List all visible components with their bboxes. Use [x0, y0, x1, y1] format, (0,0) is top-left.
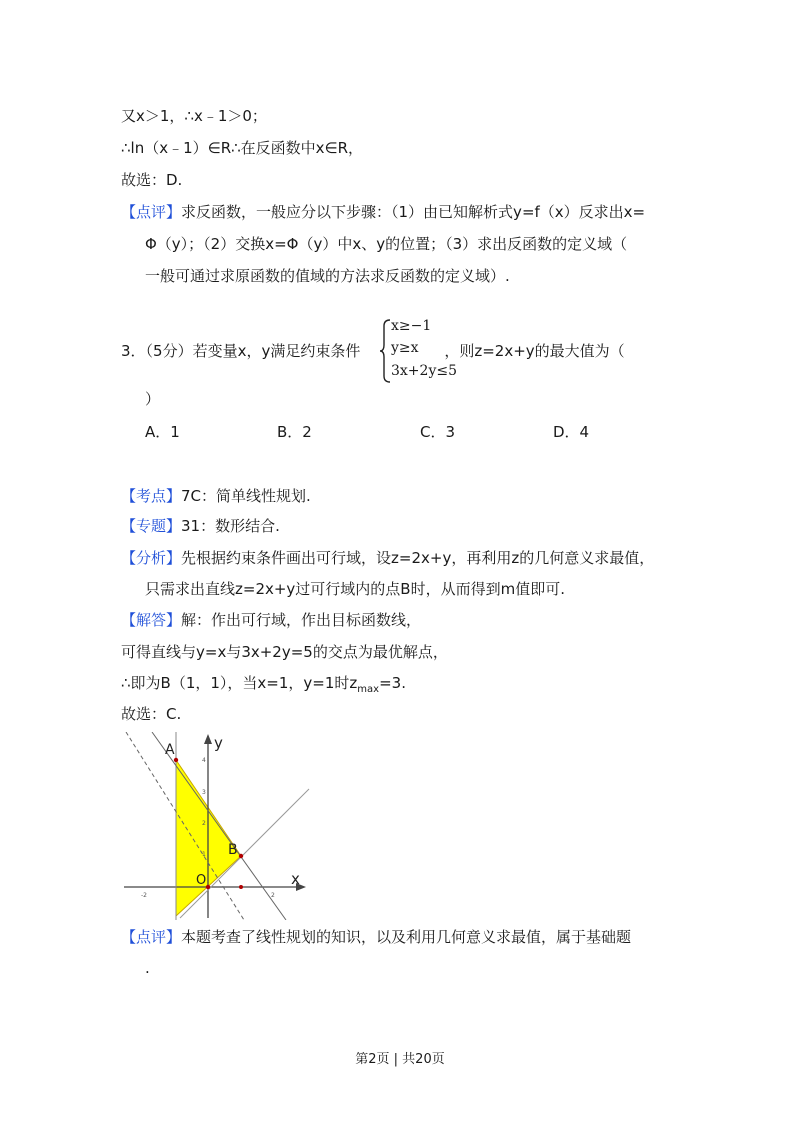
fenxi-text: 先根据约束条件画出可行域，设z=2x+y，再利用z的几何意义求最值，: [181, 549, 655, 567]
jieda-3a: ∴即为B（1，1），当x=1，y=1时z: [121, 674, 358, 692]
x-tick-dot: [239, 885, 243, 889]
text-line: 又x＞1，∴x﹣1＞0；: [121, 107, 267, 125]
question-3-close: ）: [145, 390, 161, 408]
question-3-post: ，则z=2x+y的最大值为（: [444, 342, 625, 360]
label-a: A: [165, 742, 175, 758]
dianping-line: [121, 926, 631, 948]
option-a: A．1: [145, 423, 180, 441]
question-3-stem: [121, 340, 625, 362]
text-line: Φ（y）；（2）交换x=Φ（y）中x、y的位置；（3）求出反函数的定义域（: [145, 235, 628, 253]
kaodian-line: [121, 485, 311, 507]
fenxi-line: [121, 547, 654, 569]
comment-line: [121, 201, 645, 223]
jieda-tag: 【解答】: [121, 611, 182, 629]
zhuanti-tag: 【专题】: [121, 517, 182, 535]
zhuanti-line: [121, 515, 280, 537]
label-y: y: [214, 734, 223, 752]
jieda-text: 解：作出可行域，作出目标函数线，: [181, 611, 422, 629]
xtick-minus-2: -2: [141, 892, 147, 899]
comment-text: 求反函数，一般应分以下步骤：（1）由已知解析式y=f（x）反求出x=: [181, 203, 646, 221]
option-c: C．3: [420, 423, 456, 441]
fenxi-tag: 【分析】: [121, 549, 182, 567]
origin-dot: [206, 885, 210, 889]
jieda-line-4: 故选：C.: [121, 705, 182, 723]
zmax-subscript: max: [357, 684, 380, 695]
ytick-3: 3: [202, 789, 206, 796]
ytick-4: 4: [202, 757, 206, 764]
fenxi-line-2: 只需求出直线z=2x+y过可行域内的点B时，从而得到m值即可.: [145, 580, 565, 598]
text-line: 故选：D.: [121, 171, 183, 189]
constraint-3: 3x+2y≤5: [391, 363, 457, 379]
dianping-text: 本题考查了线性规划的知识，以及利用几何意义求最值，属于基础题: [181, 928, 632, 946]
option-d: D．4: [553, 423, 590, 441]
dianping-tag: 【点评】: [121, 928, 182, 946]
ytick-2: 2: [202, 820, 206, 827]
feasible-region-graph: [124, 732, 314, 920]
text-line: 一般可通过求原函数的值域的方法求反函数的定义域）.: [145, 267, 510, 285]
graph-svg: [124, 732, 314, 920]
question-3-pre: 3．（5分）若变量x，y满足约束条件: [121, 342, 361, 360]
dianping-end: .: [145, 959, 150, 977]
zhuanti-text: 31：数形结合.: [181, 517, 280, 535]
comment-tag: 【点评】: [121, 203, 182, 221]
jieda-line-2: 可得直线与y=x与3x+2y=5的交点为最优解点，: [121, 643, 448, 661]
line-3x-plus-2y-eq-5: [152, 732, 286, 920]
label-o: O: [196, 873, 207, 888]
kaodian-text: 7C：简单线性规划.: [181, 487, 311, 505]
jieda-3b: =3.: [379, 674, 406, 692]
y-axis-arrow-icon: [204, 734, 212, 744]
kaodian-tag: 【考点】: [121, 487, 182, 505]
vertex-b-dot: [239, 854, 243, 858]
constraint-2: y≥x: [391, 340, 419, 356]
page-footer: 第2页 | 共20页: [355, 1052, 445, 1067]
label-x: x: [291, 870, 300, 888]
option-b: B．2: [277, 423, 312, 441]
text-line: ∴ln（x﹣1）∈R∴在反函数中x∈R，: [121, 139, 364, 157]
label-b: B: [228, 842, 238, 858]
jieda-line: [121, 609, 421, 631]
jieda-line-3: [121, 672, 406, 701]
ytick-1: 1: [202, 851, 206, 858]
constraint-1: x≥−1: [391, 318, 432, 334]
vertex-a-dot: [174, 758, 178, 762]
xtick-2: 2: [271, 892, 275, 899]
constraint-system: [380, 318, 460, 384]
